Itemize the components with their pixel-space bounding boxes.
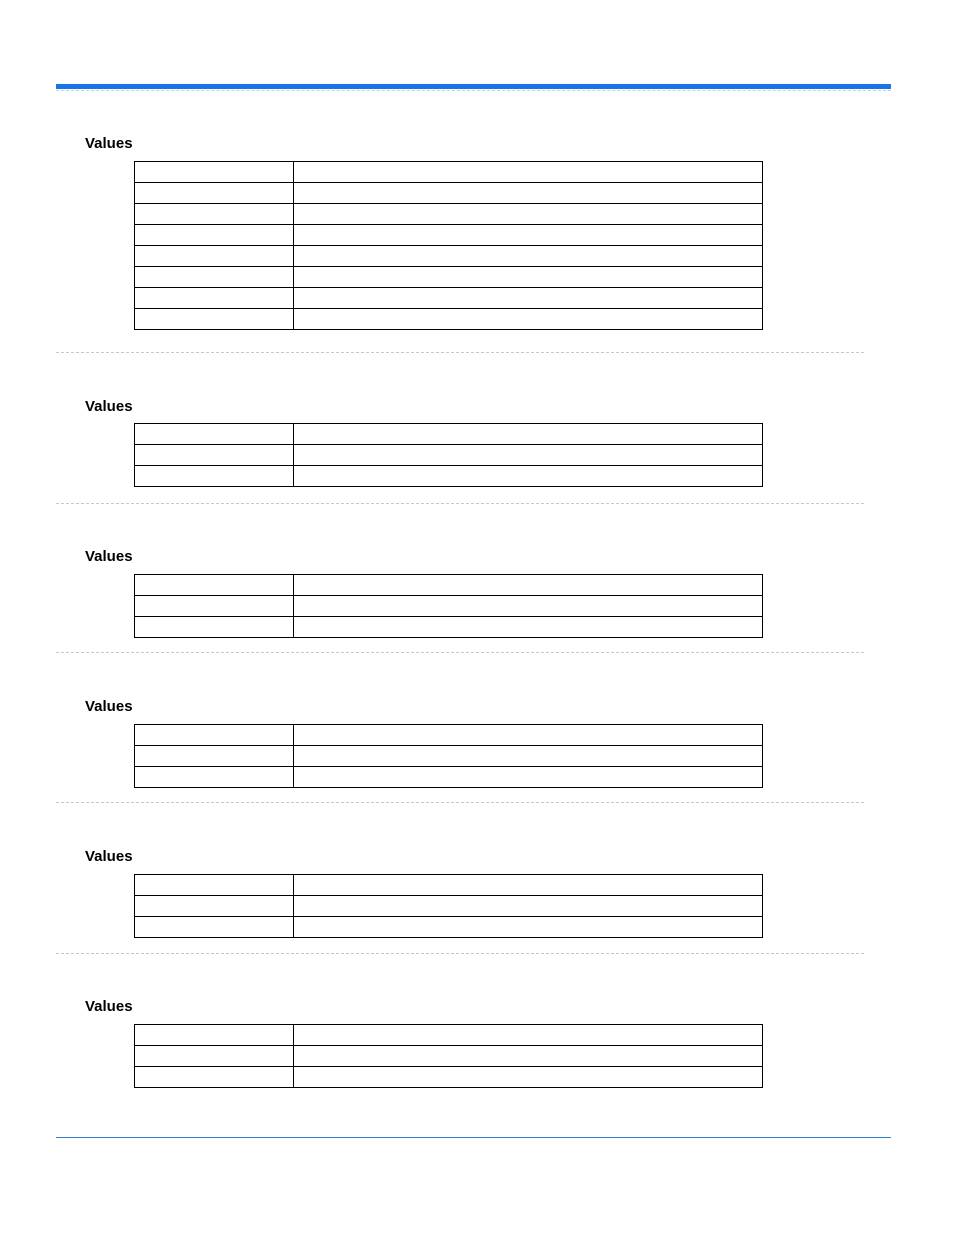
- table-row: [135, 183, 763, 204]
- section-heading: Values: [85, 398, 133, 415]
- table-cell: [135, 767, 294, 788]
- table-cell: [294, 162, 763, 183]
- table-cell: [135, 1067, 294, 1088]
- table-cell: [135, 617, 294, 638]
- table-cell: [135, 246, 294, 267]
- table-cell: [294, 1025, 763, 1046]
- values-table: [134, 1024, 763, 1088]
- table-cell: [135, 596, 294, 617]
- table-cell: [294, 424, 763, 445]
- section-divider: [56, 352, 864, 353]
- table-cell: [135, 445, 294, 466]
- table-row: [135, 162, 763, 183]
- table-cell: [135, 183, 294, 204]
- values-table: [134, 724, 763, 788]
- table-row: [135, 1025, 763, 1046]
- values-table: [134, 423, 763, 487]
- values-table: [134, 874, 763, 938]
- table-cell: [135, 466, 294, 487]
- table-cell: [135, 288, 294, 309]
- table-cell: [294, 288, 763, 309]
- table-row: [135, 575, 763, 596]
- table-cell: [135, 309, 294, 330]
- table-cell: [294, 246, 763, 267]
- table-cell: [294, 767, 763, 788]
- table-cell: [294, 204, 763, 225]
- table-row: [135, 288, 763, 309]
- table-row: [135, 746, 763, 767]
- table-row: [135, 466, 763, 487]
- table-row: [135, 204, 763, 225]
- table-cell: [294, 267, 763, 288]
- table-cell: [294, 896, 763, 917]
- table-cell: [294, 225, 763, 246]
- section-divider: [56, 802, 864, 803]
- table-cell: [135, 1025, 294, 1046]
- footer-rule: [56, 1137, 891, 1138]
- table-row: [135, 767, 763, 788]
- table-cell: [294, 445, 763, 466]
- table-row: [135, 617, 763, 638]
- table-cell: [294, 466, 763, 487]
- table-cell: [294, 309, 763, 330]
- table-row: [135, 1067, 763, 1088]
- section-divider: [56, 953, 864, 954]
- header-dashed-rule: [56, 90, 891, 91]
- table-row: [135, 596, 763, 617]
- table-row: [135, 246, 763, 267]
- table-row: [135, 445, 763, 466]
- table-cell: [294, 617, 763, 638]
- table-row: [135, 875, 763, 896]
- section-heading: Values: [85, 698, 133, 715]
- table-cell: [294, 1067, 763, 1088]
- section-heading: Values: [85, 135, 133, 152]
- table-cell: [294, 875, 763, 896]
- table-cell: [294, 596, 763, 617]
- table-row: [135, 896, 763, 917]
- table-cell: [294, 575, 763, 596]
- section-heading: Values: [85, 548, 133, 565]
- table-row: [135, 424, 763, 445]
- table-cell: [135, 917, 294, 938]
- table-cell: [135, 746, 294, 767]
- table-row: [135, 917, 763, 938]
- header-rule: [56, 84, 891, 89]
- table-cell: [294, 917, 763, 938]
- table-cell: [135, 225, 294, 246]
- table-row: [135, 267, 763, 288]
- section-divider: [56, 503, 864, 504]
- table-cell: [135, 896, 294, 917]
- table-row: [135, 1046, 763, 1067]
- table-cell: [135, 424, 294, 445]
- table-cell: [135, 162, 294, 183]
- table-cell: [294, 183, 763, 204]
- table-cell: [135, 575, 294, 596]
- table-cell: [135, 875, 294, 896]
- values-table: [134, 161, 763, 330]
- section-heading: Values: [85, 998, 133, 1015]
- table-cell: [135, 1046, 294, 1067]
- section-heading: Values: [85, 848, 133, 865]
- table-row: [135, 225, 763, 246]
- table-cell: [294, 1046, 763, 1067]
- table-row: [135, 725, 763, 746]
- table-row: [135, 309, 763, 330]
- table-cell: [294, 746, 763, 767]
- table-cell: [135, 204, 294, 225]
- values-table: [134, 574, 763, 638]
- table-cell: [135, 267, 294, 288]
- table-cell: [294, 725, 763, 746]
- section-divider: [56, 652, 864, 653]
- table-cell: [135, 725, 294, 746]
